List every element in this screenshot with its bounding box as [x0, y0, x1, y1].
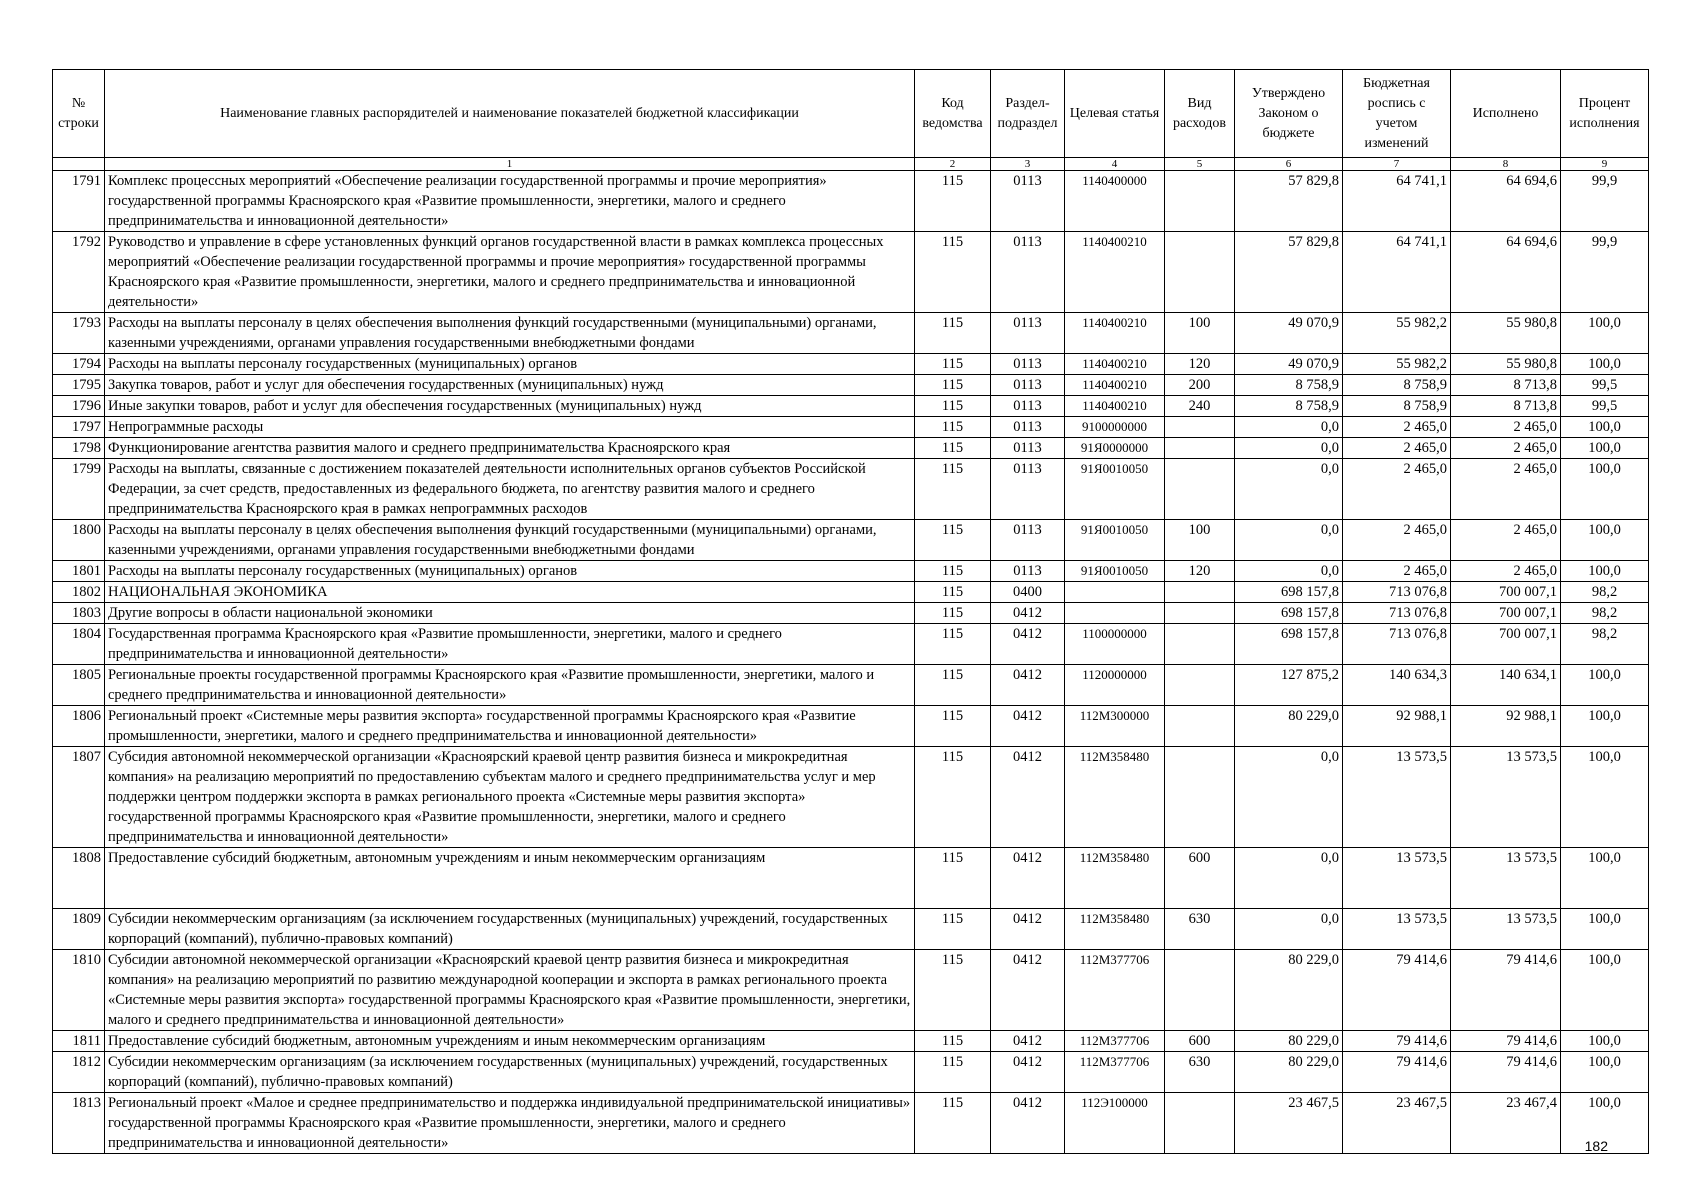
section-code-cell: 0113: [991, 438, 1065, 459]
row-number-cell: 1809: [53, 909, 105, 950]
executed-amount-cell: 700 007,1: [1451, 582, 1561, 603]
ved-code-cell: 115: [915, 706, 991, 747]
budget-plan-cell: 713 076,8: [1343, 624, 1451, 665]
section-code-cell: 0412: [991, 665, 1065, 706]
expense-type-cell: [1165, 171, 1235, 232]
budget-plan-cell: 713 076,8: [1343, 603, 1451, 624]
budget-plan-cell: 8 758,9: [1343, 396, 1451, 417]
execution-percent-cell: 99,5: [1561, 396, 1649, 417]
executed-amount-cell: 13 573,5: [1451, 747, 1561, 848]
ved-code-cell: 115: [915, 665, 991, 706]
column-number: 5: [1165, 158, 1235, 171]
target-article-cell: 91Я0010050: [1065, 459, 1165, 520]
section-code-cell: 0412: [991, 1052, 1065, 1093]
executed-amount-cell: 55 980,8: [1451, 354, 1561, 375]
section-code-cell: 0400: [991, 582, 1065, 603]
header-cell: Утверждено Законом о бюджете: [1235, 70, 1343, 158]
target-article-cell: 112М377706: [1065, 1052, 1165, 1093]
column-number: 1: [105, 158, 915, 171]
ved-code-cell: 115: [915, 354, 991, 375]
approved-amount-cell: 80 229,0: [1235, 706, 1343, 747]
ved-code-cell: 115: [915, 417, 991, 438]
table-row: [53, 396, 1649, 417]
section-code-cell: 0412: [991, 848, 1065, 909]
row-number-cell: 1813: [53, 1093, 105, 1154]
approved-amount-cell: 698 157,8: [1235, 603, 1343, 624]
row-name-cell: Закупка товаров, работ и услуг для обеспечения государственных (муниципальных) нужд: [105, 375, 915, 396]
section-code-cell: 0113: [991, 232, 1065, 313]
row-name-cell: Субсидии автономной некоммерческой организации «Красноярский краевой центр развития бизнеса и микрокредитная компания» на реализацию мероприятий по развитию международной кооперации и экспорта в рамках регионального проекта «Системные меры развития экспорта» государственной программы Красноярского края «Развитие промышленности, энергетики, малого и среднего предпринимательства и инновационной деятельности»: [105, 950, 915, 1031]
column-number: [53, 158, 105, 171]
page-number: 182: [1584, 1138, 1608, 1154]
approved-amount-cell: 80 229,0: [1235, 950, 1343, 1031]
row-number-cell: 1793: [53, 313, 105, 354]
section-code-cell: 0113: [991, 396, 1065, 417]
row-number-cell: 1801: [53, 561, 105, 582]
budget-plan-cell: 2 465,0: [1343, 438, 1451, 459]
execution-percent-cell: 99,5: [1561, 375, 1649, 396]
budget-plan-cell: 55 982,2: [1343, 354, 1451, 375]
target-article-cell: 112М377706: [1065, 950, 1165, 1031]
target-article-cell: [1065, 603, 1165, 624]
executed-amount-cell: 79 414,6: [1451, 1052, 1561, 1093]
ved-code-cell: 115: [915, 624, 991, 665]
execution-percent-cell: 100,0: [1561, 1052, 1649, 1093]
ved-code-cell: 115: [915, 1093, 991, 1154]
section-code-cell: 0412: [991, 706, 1065, 747]
ved-code-cell: 115: [915, 459, 991, 520]
row-name-cell: Расходы на выплаты персоналу в целях обеспечения выполнения функций государственными (муниципальными) органами, казенными учреждениями, органами управления государственными внебюджетными фондами: [105, 313, 915, 354]
table-row: [53, 1052, 1649, 1093]
row-name-cell: Расходы на выплаты, связанные с достижением показателей деятельности исполнительных органов субъектов Российской Федерации, за счет средств, предоставленных из федерального бюджета, по агентству развития малого и среднего предпринимательства Красноярского края в рамках непрограммных расходов: [105, 459, 915, 520]
table-row: [53, 848, 1649, 909]
ved-code-cell: 115: [915, 909, 991, 950]
row-number-cell: 1807: [53, 747, 105, 848]
column-number: 4: [1065, 158, 1165, 171]
budget-plan-cell: 13 573,5: [1343, 747, 1451, 848]
approved-amount-cell: 80 229,0: [1235, 1052, 1343, 1093]
row-number-cell: 1795: [53, 375, 105, 396]
execution-percent-cell: 100,0: [1561, 950, 1649, 1031]
approved-amount-cell: 8 758,9: [1235, 375, 1343, 396]
row-number-cell: 1792: [53, 232, 105, 313]
executed-amount-cell: 8 713,8: [1451, 396, 1561, 417]
column-number: 8: [1451, 158, 1561, 171]
table-row: [53, 459, 1649, 520]
ved-code-cell: 115: [915, 603, 991, 624]
row-name-cell: Функционирование агентства развития малого и среднего предпринимательства Красноярского края: [105, 438, 915, 459]
section-code-cell: 0412: [991, 747, 1065, 848]
target-article-cell: 1140400210: [1065, 232, 1165, 313]
execution-percent-cell: 100,0: [1561, 354, 1649, 375]
expense-type-cell: 600: [1165, 1031, 1235, 1052]
approved-amount-cell: 127 875,2: [1235, 665, 1343, 706]
section-code-cell: 0412: [991, 950, 1065, 1031]
table-row: [53, 417, 1649, 438]
column-number: 3: [991, 158, 1065, 171]
budget-plan-cell: 23 467,5: [1343, 1093, 1451, 1154]
execution-percent-cell: 100,0: [1561, 520, 1649, 561]
section-code-cell: 0412: [991, 624, 1065, 665]
executed-amount-cell: 13 573,5: [1451, 848, 1561, 909]
row-name-cell: Расходы на выплаты персоналу в целях обеспечения выполнения функций государственными (муниципальными) органами, казенными учреждениями, органами управления государственными внебюджетными фондами: [105, 520, 915, 561]
executed-amount-cell: 23 467,4: [1451, 1093, 1561, 1154]
ved-code-cell: 115: [915, 582, 991, 603]
expense-type-cell: [1165, 950, 1235, 1031]
section-code-cell: 0113: [991, 171, 1065, 232]
table-row: [53, 950, 1649, 1031]
row-name-cell: Расходы на выплаты персоналу государственных (муниципальных) органов: [105, 354, 915, 375]
executed-amount-cell: 13 573,5: [1451, 909, 1561, 950]
approved-amount-cell: 49 070,9: [1235, 313, 1343, 354]
table-row: [53, 354, 1649, 375]
budget-plan-cell: 2 465,0: [1343, 417, 1451, 438]
executed-amount-cell: 2 465,0: [1451, 520, 1561, 561]
expense-type-cell: [1165, 624, 1235, 665]
table-row: [53, 1031, 1649, 1052]
row-name-cell: Комплекс процессных мероприятий «Обеспечение реализации государственной программы и прочие мероприятия» государственной программы Красноярского края «Развитие промышленности, энергетики, малого и среднего предпринимательства и инновационной деятельности»: [105, 171, 915, 232]
ved-code-cell: 115: [915, 950, 991, 1031]
header-cell: Код ведомства: [915, 70, 991, 158]
ved-code-cell: 115: [915, 171, 991, 232]
budget-plan-cell: 140 634,3: [1343, 665, 1451, 706]
row-name-cell: Предоставление субсидий бюджетным, автономным учреждениям и иным некоммерческим организациям: [105, 848, 915, 909]
executed-amount-cell: 2 465,0: [1451, 561, 1561, 582]
column-number: 9: [1561, 158, 1649, 171]
approved-amount-cell: 0,0: [1235, 561, 1343, 582]
target-article-cell: 1140400210: [1065, 313, 1165, 354]
executed-amount-cell: 700 007,1: [1451, 624, 1561, 665]
header-cell: Вид расходов: [1165, 70, 1235, 158]
table-body: [53, 171, 1649, 1154]
budget-plan-cell: 79 414,6: [1343, 1031, 1451, 1052]
row-number-cell: 1799: [53, 459, 105, 520]
expense-type-cell: 100: [1165, 313, 1235, 354]
target-article-cell: 1140400210: [1065, 396, 1165, 417]
expense-type-cell: [1165, 665, 1235, 706]
section-code-cell: 0113: [991, 354, 1065, 375]
approved-amount-cell: 0,0: [1235, 520, 1343, 561]
target-article-cell: 91Я0010050: [1065, 561, 1165, 582]
header-cell: Раздел-подраздел: [991, 70, 1065, 158]
approved-amount-cell: 698 157,8: [1235, 624, 1343, 665]
expense-type-cell: [1165, 232, 1235, 313]
target-article-cell: [1065, 582, 1165, 603]
table-row: [53, 624, 1649, 665]
executed-amount-cell: 700 007,1: [1451, 603, 1561, 624]
execution-percent-cell: 99,9: [1561, 171, 1649, 232]
target-article-cell: 1140400000: [1065, 171, 1165, 232]
target-article-cell: 1140400210: [1065, 375, 1165, 396]
ved-code-cell: 115: [915, 232, 991, 313]
expense-type-cell: 100: [1165, 520, 1235, 561]
header-row: [53, 70, 1649, 158]
table-row: [53, 438, 1649, 459]
budget-plan-cell: 79 414,6: [1343, 950, 1451, 1031]
approved-amount-cell: 0,0: [1235, 438, 1343, 459]
budget-plan-cell: 55 982,2: [1343, 313, 1451, 354]
execution-percent-cell: 98,2: [1561, 582, 1649, 603]
approved-amount-cell: 0,0: [1235, 909, 1343, 950]
ved-code-cell: 115: [915, 848, 991, 909]
budget-plan-cell: 79 414,6: [1343, 1052, 1451, 1093]
budget-plan-cell: 13 573,5: [1343, 909, 1451, 950]
expense-type-cell: [1165, 603, 1235, 624]
section-code-cell: 0113: [991, 561, 1065, 582]
table-row: [53, 313, 1649, 354]
target-article-cell: 112М300000: [1065, 706, 1165, 747]
ved-code-cell: 115: [915, 1052, 991, 1093]
ved-code-cell: 115: [915, 1031, 991, 1052]
approved-amount-cell: 80 229,0: [1235, 1031, 1343, 1052]
row-name-cell: Региональный проект «Малое и среднее предпринимательство и поддержка индивидуальной предпринимательской инициативы» государственной программы Красноярского края «Развитие промышленности, энергетики, малого и среднего предпринимательства и инновационной деятельности»: [105, 1093, 915, 1154]
executed-amount-cell: 64 694,6: [1451, 171, 1561, 232]
execution-percent-cell: 100,0: [1561, 1031, 1649, 1052]
execution-percent-cell: 100,0: [1561, 747, 1649, 848]
executed-amount-cell: 79 414,6: [1451, 950, 1561, 1031]
ved-code-cell: 115: [915, 520, 991, 561]
table-row: [53, 561, 1649, 582]
row-name-cell: Предоставление субсидий бюджетным, автономным учреждениям и иным некоммерческим организациям: [105, 1031, 915, 1052]
table-row: [53, 1093, 1649, 1154]
row-number-cell: 1797: [53, 417, 105, 438]
execution-percent-cell: 100,0: [1561, 561, 1649, 582]
execution-percent-cell: 98,2: [1561, 603, 1649, 624]
section-code-cell: 0113: [991, 520, 1065, 561]
table-header: [53, 70, 1649, 171]
row-name-cell: Непрограммные расходы: [105, 417, 915, 438]
row-name-cell: Руководство и управление в сфере установленных функций органов государственной власти в рамках комплекса процессных мероприятий «Обеспечение реализации государственной программы и прочие мероприятия» государственной программы Красноярского края «Развитие промышленности, энергетики, малого и среднего предпринимательства и инновационной деятельности»: [105, 232, 915, 313]
row-name-cell: Государственная программа Красноярского края «Развитие промышленности, энергетики, малого и среднего предпринимательства и инновационной деятельности»: [105, 624, 915, 665]
expense-type-cell: 630: [1165, 909, 1235, 950]
target-article-cell: 112М358480: [1065, 747, 1165, 848]
execution-percent-cell: 100,0: [1561, 459, 1649, 520]
budget-table: [52, 69, 1649, 1154]
execution-percent-cell: 100,0: [1561, 706, 1649, 747]
execution-percent-cell: 100,0: [1561, 313, 1649, 354]
table-row: [53, 909, 1649, 950]
ved-code-cell: 115: [915, 561, 991, 582]
executed-amount-cell: 55 980,8: [1451, 313, 1561, 354]
expense-type-cell: 600: [1165, 848, 1235, 909]
row-number-cell: 1808: [53, 848, 105, 909]
row-number-cell: 1802: [53, 582, 105, 603]
budget-plan-cell: 8 758,9: [1343, 375, 1451, 396]
expense-type-cell: 120: [1165, 354, 1235, 375]
row-number-cell: 1812: [53, 1052, 105, 1093]
table-row: [53, 232, 1649, 313]
ved-code-cell: 115: [915, 313, 991, 354]
column-number-row: [53, 158, 1649, 171]
table-row: [53, 706, 1649, 747]
budget-plan-cell: 2 465,0: [1343, 459, 1451, 520]
target-article-cell: 112М358480: [1065, 909, 1165, 950]
execution-percent-cell: 100,0: [1561, 848, 1649, 909]
section-code-cell: 0412: [991, 1093, 1065, 1154]
target-article-cell: 1120000000: [1065, 665, 1165, 706]
table-row: [53, 603, 1649, 624]
execution-percent-cell: 100,0: [1561, 665, 1649, 706]
header-cell: Процент исполнения: [1561, 70, 1649, 158]
executed-amount-cell: 2 465,0: [1451, 459, 1561, 520]
execution-percent-cell: 98,2: [1561, 624, 1649, 665]
section-code-cell: 0113: [991, 459, 1065, 520]
approved-amount-cell: 23 467,5: [1235, 1093, 1343, 1154]
column-number: 6: [1235, 158, 1343, 171]
target-article-cell: 91Я0010050: [1065, 520, 1165, 561]
expense-type-cell: [1165, 459, 1235, 520]
approved-amount-cell: 57 829,8: [1235, 171, 1343, 232]
section-code-cell: 0113: [991, 417, 1065, 438]
executed-amount-cell: 8 713,8: [1451, 375, 1561, 396]
row-name-cell: Региональные проекты государственной программы Красноярского края «Развитие промышленности, энергетики, малого и среднего предпринимательства и инновационной деятельности»: [105, 665, 915, 706]
executed-amount-cell: 2 465,0: [1451, 417, 1561, 438]
approved-amount-cell: 0,0: [1235, 848, 1343, 909]
approved-amount-cell: 57 829,8: [1235, 232, 1343, 313]
header-cell: Исполнено: [1451, 70, 1561, 158]
approved-amount-cell: 0,0: [1235, 417, 1343, 438]
row-name-cell: Региональный проект «Системные меры развития экспорта» государственной программы Красноярского края «Развитие промышленности, энергетики, малого и среднего предпринимательства и инновационной деятельности»: [105, 706, 915, 747]
header-cell: Наименование главных распорядителей и наименование показателей бюджетной классификации: [105, 70, 915, 158]
expense-type-cell: [1165, 706, 1235, 747]
approved-amount-cell: 8 758,9: [1235, 396, 1343, 417]
target-article-cell: 1140400210: [1065, 354, 1165, 375]
budget-plan-cell: 92 988,1: [1343, 706, 1451, 747]
executed-amount-cell: 64 694,6: [1451, 232, 1561, 313]
expense-type-cell: 240: [1165, 396, 1235, 417]
row-number-cell: 1800: [53, 520, 105, 561]
section-code-cell: 0113: [991, 375, 1065, 396]
table-row: [53, 582, 1649, 603]
target-article-cell: 112М358480: [1065, 848, 1165, 909]
table-row: [53, 171, 1649, 232]
row-name-cell: НАЦИОНАЛЬНАЯ ЭКОНОМИКА: [105, 582, 915, 603]
target-article-cell: 91Я0000000: [1065, 438, 1165, 459]
ved-code-cell: 115: [915, 396, 991, 417]
budget-plan-cell: 64 741,1: [1343, 232, 1451, 313]
expense-type-cell: [1165, 582, 1235, 603]
row-name-cell: Субсидии некоммерческим организациям (за исключением государственных (муниципальных) учреждений, государственных корпораций (компаний), публично-правовых компаний): [105, 1052, 915, 1093]
row-number-cell: 1811: [53, 1031, 105, 1052]
row-number-cell: 1798: [53, 438, 105, 459]
approved-amount-cell: 0,0: [1235, 459, 1343, 520]
section-code-cell: 0412: [991, 603, 1065, 624]
row-number-cell: 1794: [53, 354, 105, 375]
expense-type-cell: 630: [1165, 1052, 1235, 1093]
row-number-cell: 1803: [53, 603, 105, 624]
section-code-cell: 0113: [991, 313, 1065, 354]
expense-type-cell: 120: [1165, 561, 1235, 582]
column-number: 7: [1343, 158, 1451, 171]
row-name-cell: Субсидии некоммерческим организациям (за исключением государственных (муниципальных) учреждений, государственных корпораций (компаний), публично-правовых компаний): [105, 909, 915, 950]
target-article-cell: 9100000000: [1065, 417, 1165, 438]
budget-plan-cell: 713 076,8: [1343, 582, 1451, 603]
expense-type-cell: [1165, 747, 1235, 848]
row-name-cell: Субсидия автономной некоммерческой организации «Красноярский краевой центр развития бизнеса и микрокредитная компания» на реализацию мероприятий по предоставлению субъектам малого и среднего предпринимательства услуг и мер поддержки центром поддержки экспорта в рамках регионального проекта «Системные меры развития экспорта» государственной программы Красноярского края «Развитие промышленности, энергетики, малого и среднего предпринимательства и инновационной деятельности»: [105, 747, 915, 848]
row-name-cell: Другие вопросы в области национальной экономики: [105, 603, 915, 624]
ved-code-cell: 115: [915, 375, 991, 396]
table-row: [53, 375, 1649, 396]
header-cell: Бюджетная роспись с учетом изменений: [1343, 70, 1451, 158]
executed-amount-cell: 140 634,1: [1451, 665, 1561, 706]
ved-code-cell: 115: [915, 438, 991, 459]
target-article-cell: 112М377706: [1065, 1031, 1165, 1052]
executed-amount-cell: 2 465,0: [1451, 438, 1561, 459]
budget-plan-cell: 64 741,1: [1343, 171, 1451, 232]
table-row: [53, 665, 1649, 706]
row-number-cell: 1796: [53, 396, 105, 417]
table-row: [53, 520, 1649, 561]
execution-percent-cell: 100,0: [1561, 1093, 1649, 1154]
execution-percent-cell: 100,0: [1561, 909, 1649, 950]
section-code-cell: 0412: [991, 909, 1065, 950]
approved-amount-cell: 0,0: [1235, 747, 1343, 848]
target-article-cell: 112Э100000: [1065, 1093, 1165, 1154]
approved-amount-cell: 49 070,9: [1235, 354, 1343, 375]
row-number-cell: 1804: [53, 624, 105, 665]
row-number-cell: 1810: [53, 950, 105, 1031]
execution-percent-cell: 99,9: [1561, 232, 1649, 313]
expense-type-cell: [1165, 417, 1235, 438]
row-number-cell: 1806: [53, 706, 105, 747]
executed-amount-cell: 92 988,1: [1451, 706, 1561, 747]
execution-percent-cell: 100,0: [1561, 438, 1649, 459]
ved-code-cell: 115: [915, 747, 991, 848]
execution-percent-cell: 100,0: [1561, 417, 1649, 438]
expense-type-cell: [1165, 438, 1235, 459]
header-cell: Целевая статья: [1065, 70, 1165, 158]
row-number-cell: 1805: [53, 665, 105, 706]
row-name-cell: Расходы на выплаты персоналу государственных (муниципальных) органов: [105, 561, 915, 582]
budget-plan-cell: 2 465,0: [1343, 520, 1451, 561]
target-article-cell: 1100000000: [1065, 624, 1165, 665]
column-number: 2: [915, 158, 991, 171]
header-cell: № строки: [53, 70, 105, 158]
section-code-cell: 0412: [991, 1031, 1065, 1052]
budget-plan-cell: 2 465,0: [1343, 561, 1451, 582]
row-number-cell: 1791: [53, 171, 105, 232]
executed-amount-cell: 79 414,6: [1451, 1031, 1561, 1052]
expense-type-cell: [1165, 1093, 1235, 1154]
budget-plan-cell: 13 573,5: [1343, 848, 1451, 909]
approved-amount-cell: 698 157,8: [1235, 582, 1343, 603]
table-row: [53, 747, 1649, 848]
row-name-cell: Иные закупки товаров, работ и услуг для обеспечения государственных (муниципальных) нужд: [105, 396, 915, 417]
expense-type-cell: 200: [1165, 375, 1235, 396]
